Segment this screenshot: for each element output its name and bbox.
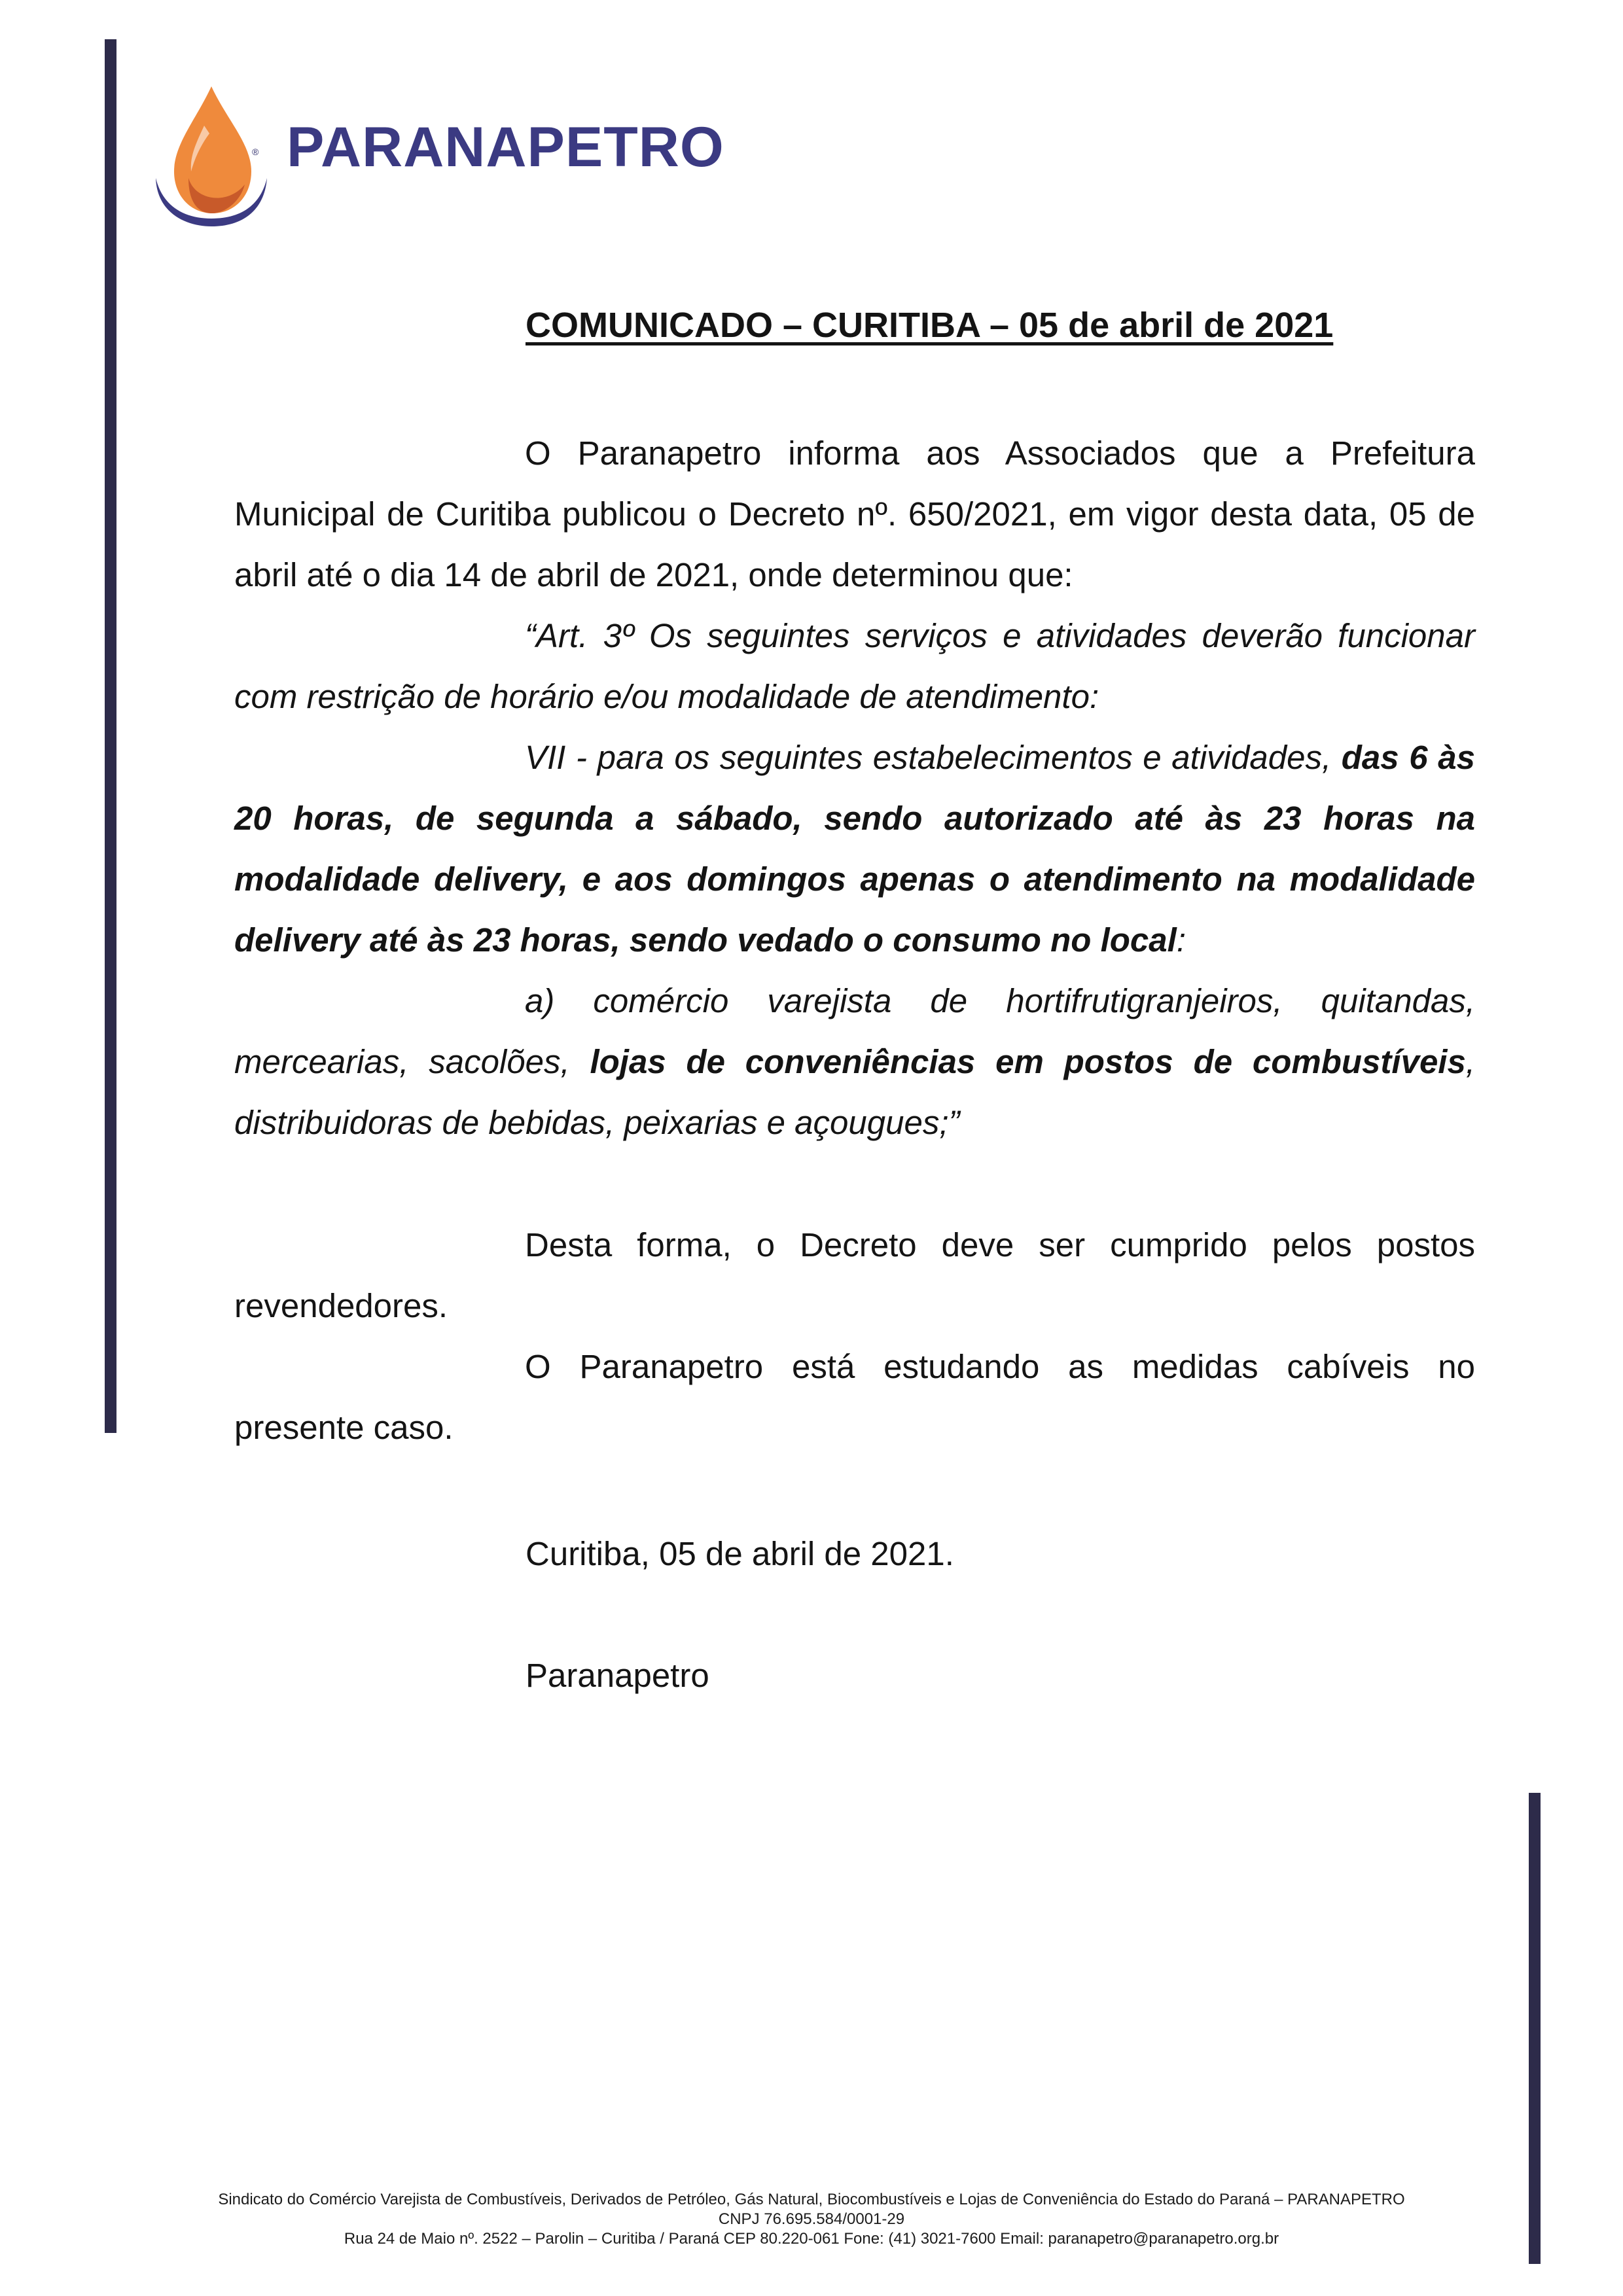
quote-vii-end: : — [1176, 921, 1186, 959]
registered-mark: ® — [252, 147, 259, 157]
closing-place-date: Curitiba, 05 de abril de 2021. — [526, 1535, 954, 1572]
paragraph-compliance: Desta forma, o Decreto deve ser cumprido pelos postos revendedores. — [234, 1226, 1475, 1324]
footer — [0, 2190, 1623, 2249]
footer-cnpj: CNPJ 76.695.584/0001-29 — [718, 2210, 905, 2228]
left-margin-bar — [105, 39, 116, 1433]
quote-art-3: “Art. 3º Os seguintes serviços e atividades deverão funcionar com restrição de horário e/ou modalidade de atendimento: — [234, 617, 1475, 715]
brand-wordmark: PARANAPETRO — [287, 116, 724, 179]
paragraph-intro: O Paranapetro informa aos Associados que a Prefeitura Municipal de Curitiba publicou o Decreto nº. 650/2021, em vigor desta data, 05 de abril até o dia 14 de abril de 2021, onde determinou que: — [234, 434, 1475, 593]
quote-item-a — [234, 970, 1475, 1153]
quote-item-vii — [234, 727, 1475, 970]
body-block-main — [234, 423, 1475, 1153]
quote-a-start: a) comércio varejista de hortifrutigranjeiros, quitandas, mercearias, sacolões, — [234, 982, 1475, 1080]
quote-a-end: , distribuidoras de bebidas, peixarias e açougues;” — [234, 1043, 1476, 1141]
paranapetro-logo — [149, 80, 738, 230]
paragraph-measures: O Paranapetro está estudando as medidas cabíveis no presente caso. — [234, 1348, 1475, 1446]
quote-vii-bold: das 6 às 20 horas, de segunda a sábado, sendo autorizado até às 23 horas na modalidade delivery, e aos domingos apenas o atendimento na modalidade delivery até às 23 horas, sendo vedado o consumo no local — [234, 739, 1476, 959]
footer-contact: Rua 24 de Maio nº. 2522 – Parolin – Curitiba / Paraná CEP 80.220-061 Fone: (41) 3021-7600 Email: paranapetro@paranapetro.org.br — [344, 2230, 1279, 2248]
footer-organization: Sindicato do Comércio Varejista de Combustíveis, Derivados de Petróleo, Gás Natural, Biocombustíveis e Lojas de Conveniência do Estado do Paraná – PARANAPETRO — [218, 2191, 1405, 2208]
quote-a-bold: lojas de conveniências em postos de combustíveis — [590, 1043, 1466, 1080]
closing-signature: Paranapetro — [526, 1657, 709, 1694]
quote-vii-start: VII - para os seguintes estabelecimentos e atividades, — [525, 739, 1342, 776]
body-block-conclusion — [234, 1214, 1475, 1458]
document-title: COMUNICADO – CURITIBA – 05 de abril de 2021 — [526, 306, 1334, 345]
